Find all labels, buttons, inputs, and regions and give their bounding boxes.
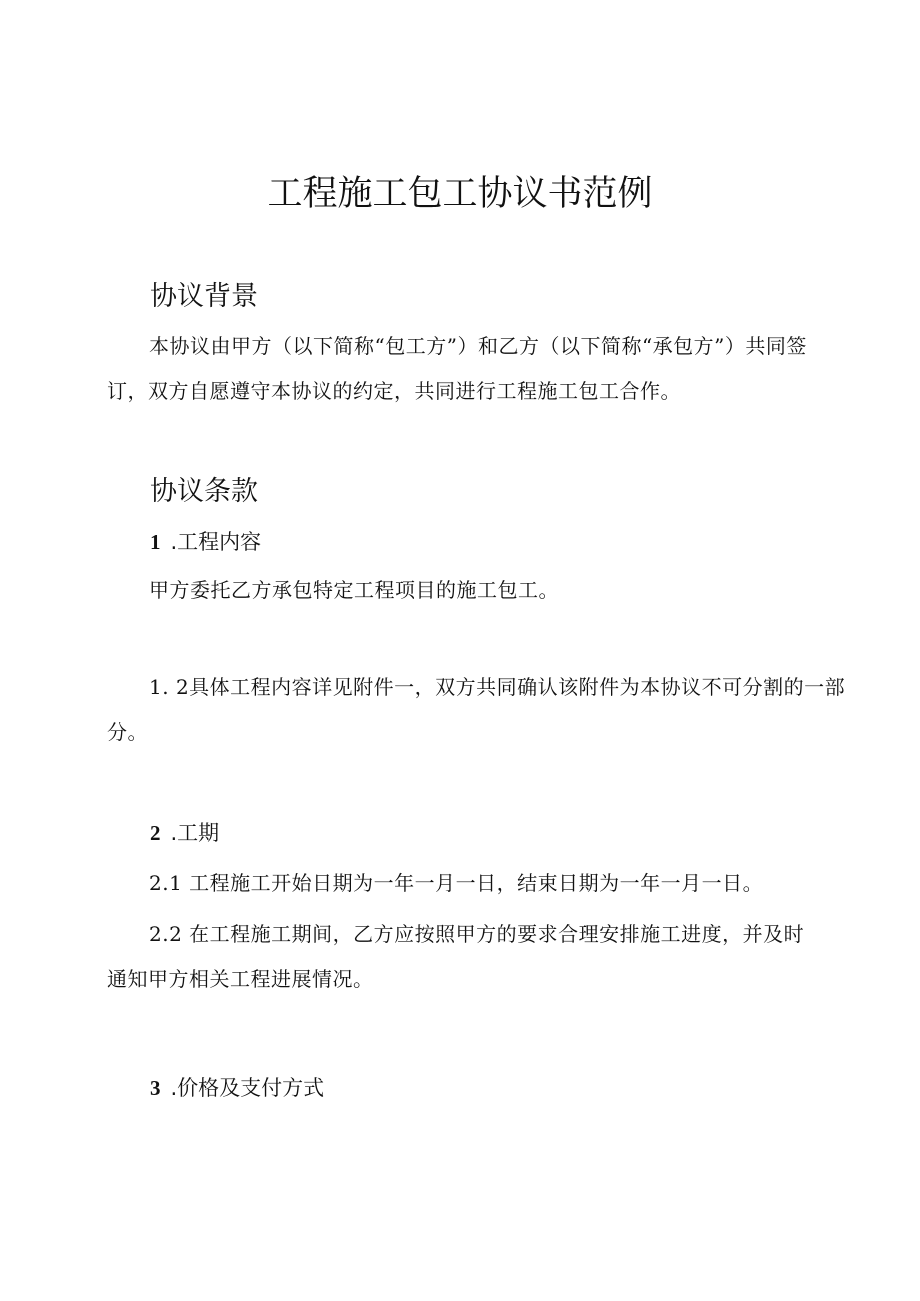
term-1-title: .工程内容 [170, 530, 262, 554]
section-heading-background: 协议背景 [150, 281, 258, 312]
term-2-heading [150, 818, 219, 848]
term-1-heading [150, 527, 261, 557]
term-3-number: 3 [150, 1076, 161, 1100]
section-heading-terms: 协议条款 [150, 476, 258, 507]
term-1-paragraph-1: 甲方委托乙方承包特定工程项目的施工包工。 [149, 578, 559, 602]
term-2-paragraph-1: 2.1 工程施工开始日期为一年一月一日，结束日期为一年一月一日。 [149, 871, 764, 895]
background-paragraph: 本协议由甲方（以下简称“包工方”）和乙方（以下简称“承包方”）共同签订，双方自愿遵守本协议的约定，共同进行工程施工包工合作。 [107, 334, 807, 403]
term-3-title: .价格及支付方式 [170, 1076, 325, 1100]
term-2-number: 2 [150, 821, 161, 845]
term-2-paragraph-2: 2.2 在工程施工期间，乙方应按照甲方的要求合理安排施工进度，并及时通知甲方相关工程进展情况。 [107, 922, 805, 991]
term-1-number: 1 [150, 530, 161, 554]
term-1-paragraph-2: 1. 2具体工程内容详见附件一，双方共同确认该附件为本协议不可分割的一部分。 [107, 675, 846, 744]
term-2-title: .工期 [170, 821, 220, 845]
term-3-heading [150, 1073, 324, 1103]
document-title: 工程施工包工协议书范例 [267, 174, 653, 214]
